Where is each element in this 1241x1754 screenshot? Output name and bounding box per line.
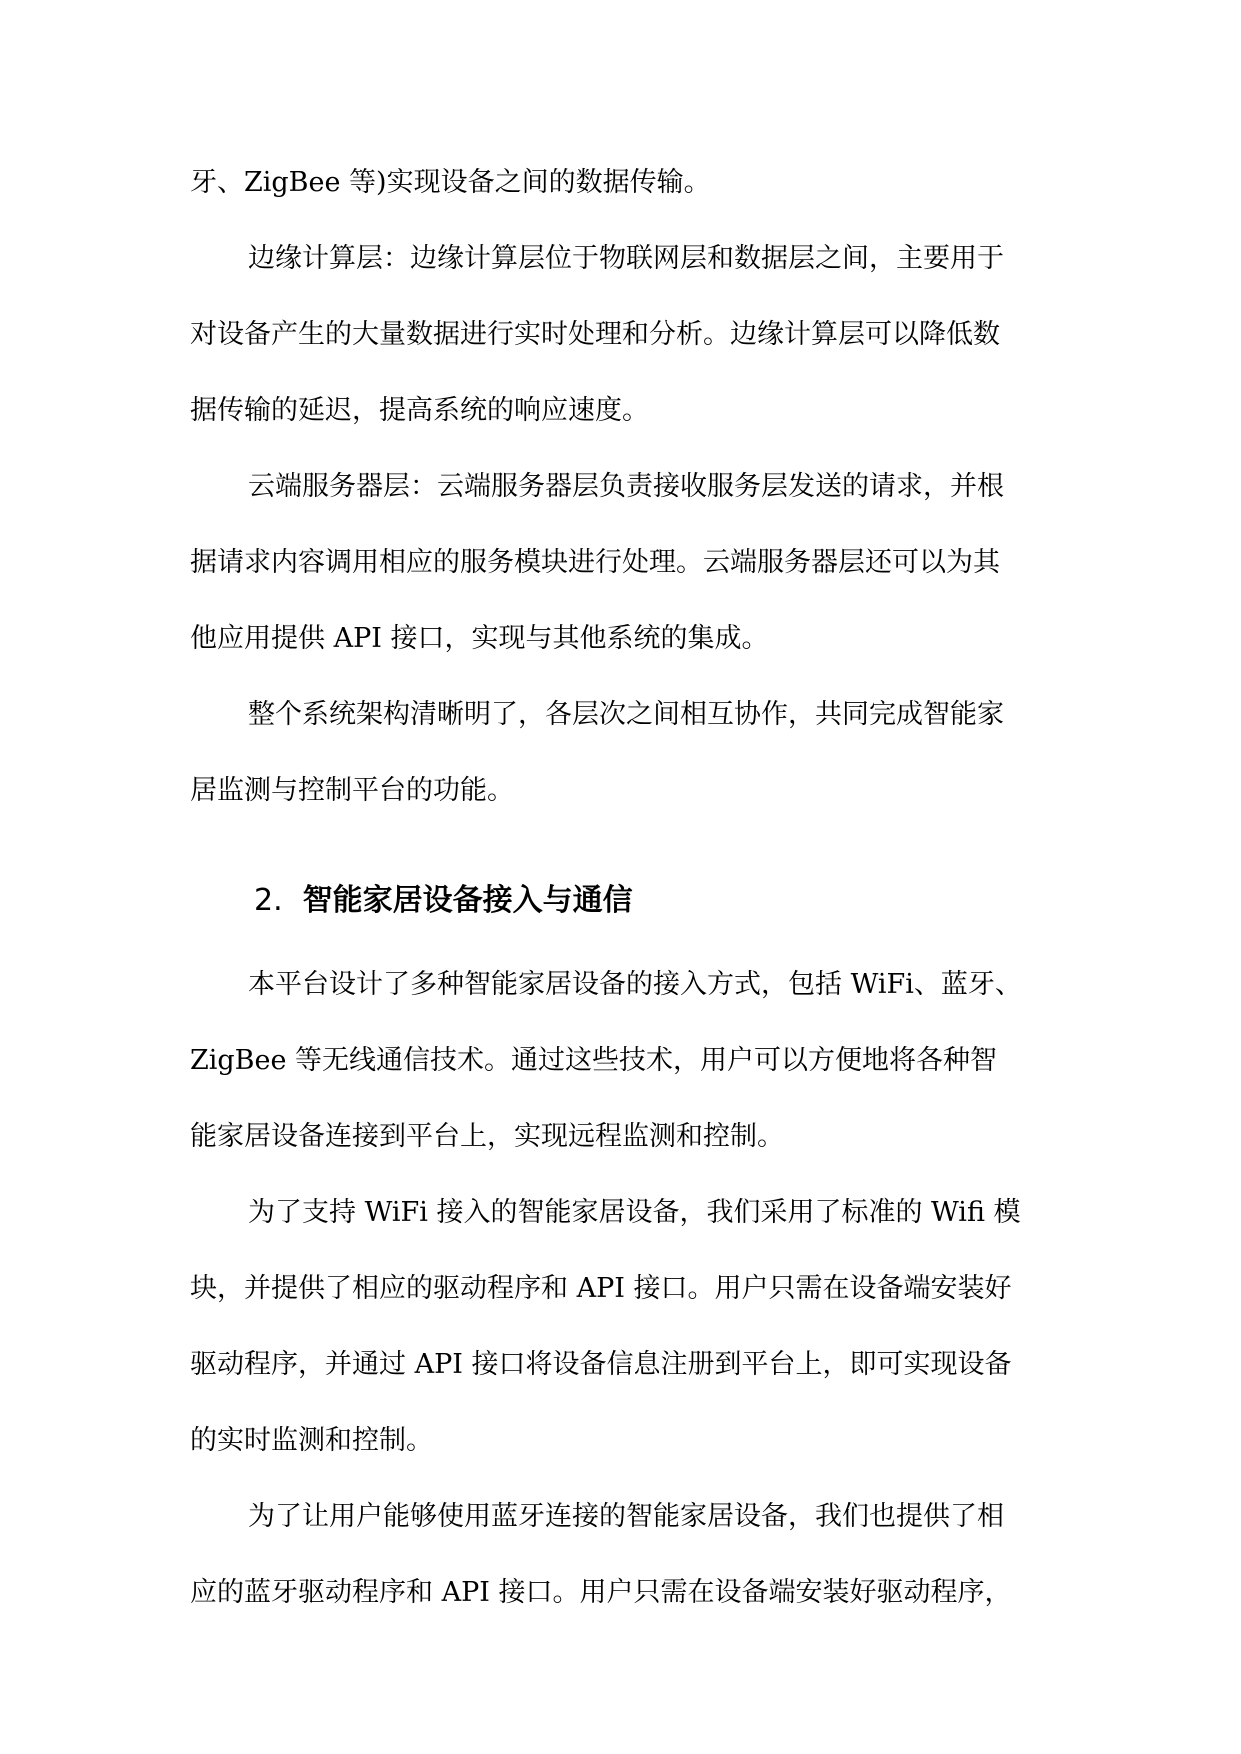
text-line: 为了支持 WiFi 接入的智能家居设备，我们采用了标准的 Wifi 模 [248,1197,1021,1228]
text-line: 应的蓝牙驱动程序和 API 接口。用户只需在设备端安装好驱动程序， [190,1577,1012,1608]
document-body [190,145,1060,1631]
text-line: 整个系统架构清晰明了，各层次之间相互协作，共同完成智能家 [248,699,1004,730]
section-number: 2. [254,883,283,918]
text-line: 对设备产生的大量数据进行实时处理和分析。边缘计算层可以降低数 [190,319,1000,350]
section-heading [190,861,1060,941]
text-line: 居监测与控制平台的功能。 [190,775,514,806]
text-line: 据传输的延迟，提高系统的响应速度。 [190,395,649,426]
text-line: 牙、ZigBee 等)实现设备之间的数据传输。 [190,167,711,198]
text-block-architecture [190,145,1060,829]
text-line: 边缘计算层：边缘计算层位于物联网层和数据层之间，主要用于 [248,243,1004,274]
text-line: 能家居设备连接到平台上，实现远程监测和控制。 [190,1121,784,1152]
text-line: ZigBee 等无线通信技术。通过这些技术，用户可以方便地将各种智 [190,1045,998,1076]
text-line: 的实时监测和控制。 [190,1425,433,1456]
text-block-device-access [190,947,1060,1631]
text-line: 他应用提供 API 接口，实现与其他系统的集成。 [190,623,769,654]
text-line: 本平台设计了多种智能家居设备的接入方式，包括 WiFi、蓝牙、 [248,969,1022,1000]
text-line: 云端服务器层：云端服务器层负责接收服务层发送的请求，并根 [248,471,1004,502]
text-line: 驱动程序，并通过 API 接口将设备信息注册到平台上，即可实现设备 [190,1349,1012,1380]
section-title: 智能家居设备接入与通信 [302,883,633,918]
text-line: 据请求内容调用相应的服务模块进行处理。云端服务器层还可以为其 [190,547,1000,578]
text-line: 为了让用户能够使用蓝牙连接的智能家居设备，我们也提供了相 [248,1501,1004,1532]
text-line: 块，并提供了相应的驱动程序和 API 接口。用户只需在设备端安装好 [190,1273,1012,1304]
